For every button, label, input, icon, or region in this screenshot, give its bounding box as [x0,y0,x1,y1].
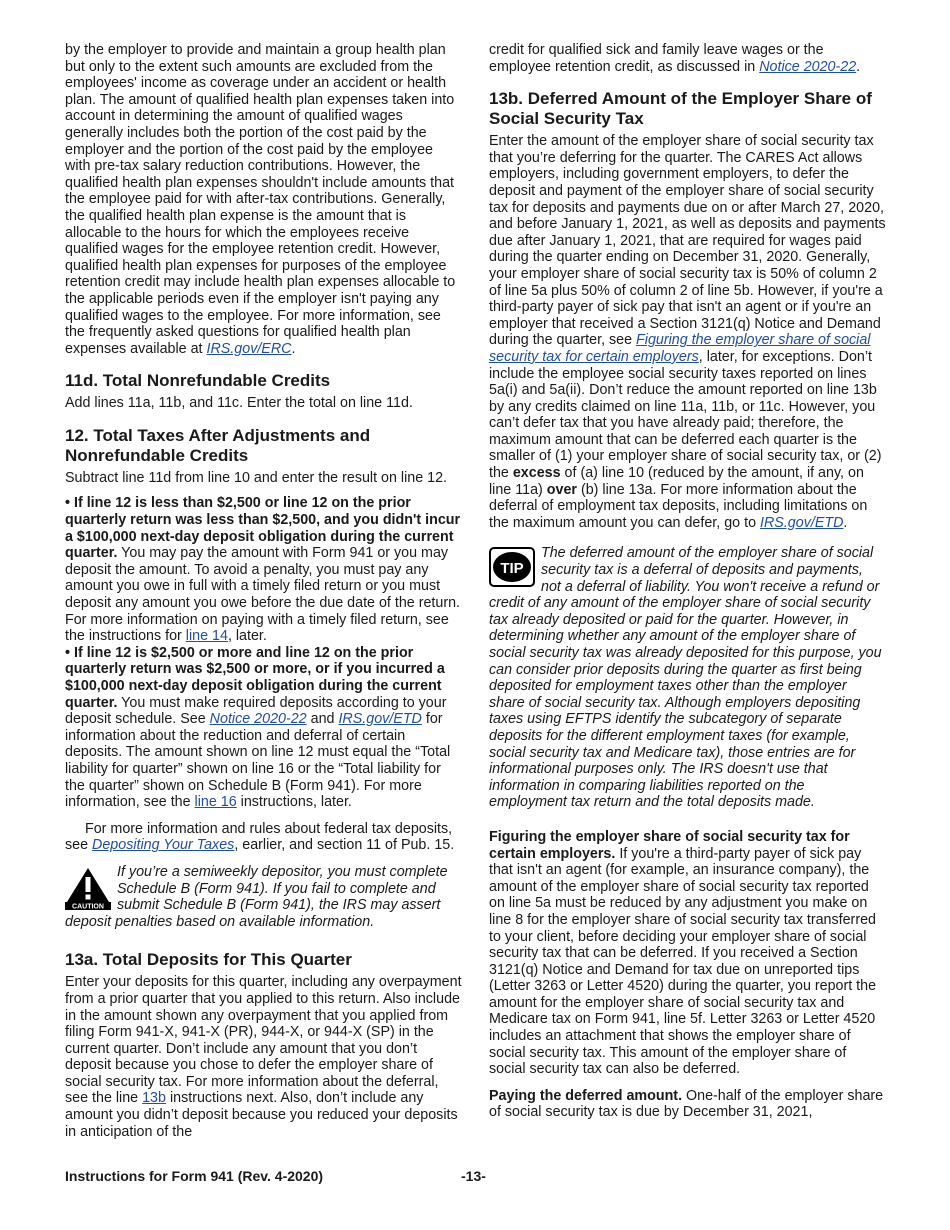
caution-text: If you’re a semiweekly depositor, you must complete Schedule B (Form 941). If you fail to complete and submit Schedule B (Form 941), the IRS may assert deposit penalties based on available information. [65,863,448,930]
figuring-employer-share-link[interactable]: Figuring the employer share of social security tax for certain employers [489,332,871,365]
qualified-health-plan-paragraph: by the employer to provide and maintain a group health plan but only to the extent such amounts are excluded from the employees' income as coverage under an accident or health plan. The amount of qualified health plan expenses taken into account in determining the amount of qualified wages generally includes both the portion of the cost paid by the employer and the portion of the cost paid by the employee with pre-tax salary reduction contributions. However, the qualified health plan expenses shouldn't include amounts that the employee paid for with after-tax contributions. Generally, the qualified health plan expense is the amount that is allocable to the hours for which the employees receive qualified wages for the employee retention credit. However, qualified health plan expenses for purposes of the employee retention credit may include health plan expenses allocable to the applicable periods even if the employer isn't paying any qualified wages to the employee. For more information, see the frequently asked questions for qualified health plan expenses available at IRS.gov/ERC. [65,42,456,357]
caution-icon [65,866,111,910]
paying-deferred-paragraph: Paying the deferred amount. One-half of the employer share of social security tax is due by December 31, 2021, [489,1087,884,1121]
more-info-paragraph: For more information and rules about federal tax deposits, see Depositing Your Taxes, earlier, and section 11 of Pub. 15. [65,820,455,854]
paragraph-11d: Add lines 11a, 11b, and 11c. Enter the total on line 11d. [65,395,413,412]
paragraph-13b: Enter the amount of the employer share of social security tax that you’re deferring for the quarter. The CARES Act allows employers, including government employers, to defer the deposit and payment of the employer share of social security tax for deposits and payments due on or after March 27, 2020, and before January 1, 2021, as well as deposits and payments due after January 1, 2021, that are required for wages paid during the quarter ending on December 31, 2020. Generally, your employer share of social security tax is 50% of column 2 of line 5a plus 50% of column 2 of line 5b. However, if you're a third-party payer of sick pay that isn't an agent or if you're an employer that received a Section 3121(q) Notice and Demand during the quarter, see Figuring the employer share of social security tax for certain employers, later, for exceptions. Don’t include the employee social security taxes reported on lines 5a(i) and 5a(ii). Don’t reduce the amount reported on line 13b by any credits claimed on line 11a, 11b, or 11c. However, you can’t defer tax that you have already paid; therefore, the maximum amount that can be deferred each quarter is the smaller of (1) your employer share of social security tax, or (2) the excess of (a) line 10 (reduced by the amount, if any, on line 11a) over (b) line 13a. For more information about the deferral of employment tax deposits, including limitations on the maximum amount you can defer, go to IRS.gov/ETD. [489,133,886,531]
paragraph-13a: Enter your deposits for this quarter, including any overpayment from a prior quarter that you applied to this return. Also include in the amount shown any overpayment that you applied from filing Form 941-X, 941-X (PR), 944-X, or 944-X (SP) in the current quarter. Don’t include any amount that you don’t deposit because you chose to defer the employer share of social security tax. For more information about the deferral, see the line 13b instructions next. Also, don’t include any amount you didn’t deposit because you reduced your deposits in anticipation of the [65,974,462,1140]
line-16-link[interactable]: line 16 [194,794,237,811]
page-number: -13- [461,1168,486,1184]
irs-erc-link[interactable]: IRS.gov/ERC [206,340,292,357]
line-14-link[interactable]: line 14 [185,628,228,645]
line-13b-link[interactable]: 13b [142,1090,166,1107]
figuring-paragraph: Figuring the employer share of social security tax for certain employers. If you're a third-party payer of sick pay that isn't an agent (for example, an insurance company), the amount of the employer share of social security tax reported on line 5a must be reduced by any adjustment you make on line 8 for the employer share of social security tax transferred to your client, before deciding your employer share of social security tax that can be deferred. If you received a Section 3121(q) Notice and Demand for tax due on unreported tips (Letter 3263 or Letter 4520) during the quarter, you report the amount for the employer share of social security tax and Medicare tax on Form 941, line 5f. Letter 3263 or Letter 4520 includes an attachment that shows the employer share of social security tax. This amount of the employer share of social security tax can also be deferred. [489,828,877,1078]
tip-icon [489,547,535,587]
heading-13b: 13b. Deferred Amount of the Employer Share of Social Security Tax [489,89,872,129]
depositing-your-taxes-link[interactable]: Depositing Your Taxes [92,837,235,854]
irs-etd-link-right[interactable]: IRS.gov/ETD [760,514,844,531]
left-column [65,42,462,1140]
caution-label: CAUTION [72,903,104,910]
notice-2020-22-link[interactable]: Notice 2020-22 [209,711,307,728]
caution-note [65,864,462,930]
footer-title: Instructions for Form 941 (Rev. 4-2020) [65,1168,324,1184]
continued-paragraph: credit for qualified sick and family leave wages or the employee retention credit, as discussed in Notice 2020-22. [489,42,861,75]
heading-13a: 13a. Total Deposits for This Quarter [65,950,352,970]
tip-note [489,545,886,811]
right-column [489,42,886,1121]
heading-11d: 11d. Total Nonrefundable Credits [65,371,331,391]
tip-text: The deferred amount of the employer share of social security tax is a deferral of deposits and payments, not a deferral of liability. You won't receive a refund or credit of any amount of the employer share of social security tax already deposited or paid for the quarter. However, in determining whether any amount of the employer share of social security tax was already deposited for this purpose, you can consider prior deposits during the quarter as first being deposited for employment taxes other than the employer share of social security tax. Although employers depositing taxes using EFTPS identify the subcategory of separate deposits for the different employment taxes (for example, social security tax and Medicare tax), those entries are for informational purposes only. The IRS doesn't use that information in comparing liabilities reported on the employment tax return and the total deposits made. [489,545,882,811]
bullet-2500-or-more: • If line 12 is $2,500 or more and line 12 on the prior quarterly return was $2,500 or more, or if you incurred a $100,000 next-day deposit obligation during the current quarter. You must make required deposits according to your deposit schedule. See Notice 2020-22 and IRS.gov/ETD for information about the reduction and deferral of certain deposits. The amount shown on line 12 must equal the “Total liability for quarter” shown on line 16 or the “Total liability for the quarter” shown on Schedule B (Form 941). For more information, see the line 16 instructions, later. [65,644,451,811]
paragraph-12: Subtract line 11d from line 10 and enter the result on line 12. [65,469,448,486]
irs-etd-link[interactable]: IRS.gov/ETD [338,711,422,728]
notice-2020-22-link-right[interactable]: Notice 2020-22 [759,58,857,75]
tip-label: TIP [500,560,524,578]
heading-12: 12. Total Taxes After Adjustments and Nonrefundable Credits [65,425,371,465]
bullet-under-2500: • If line 12 is less than $2,500 or line 12 on the prior quarterly return was less than $2,500, and you didn't incur a $100,000 next-day deposit obligation during the current quarter. You may pay the amount with Form 941 or you may deposit the amount. To avoid a penalty, you must pay any amount you owe in full with a timely filed return or you must deposit any amount you owe before the due date of the return. For more information on paying with a timely filed return, see the instructions for line 14, later. [65,495,461,645]
